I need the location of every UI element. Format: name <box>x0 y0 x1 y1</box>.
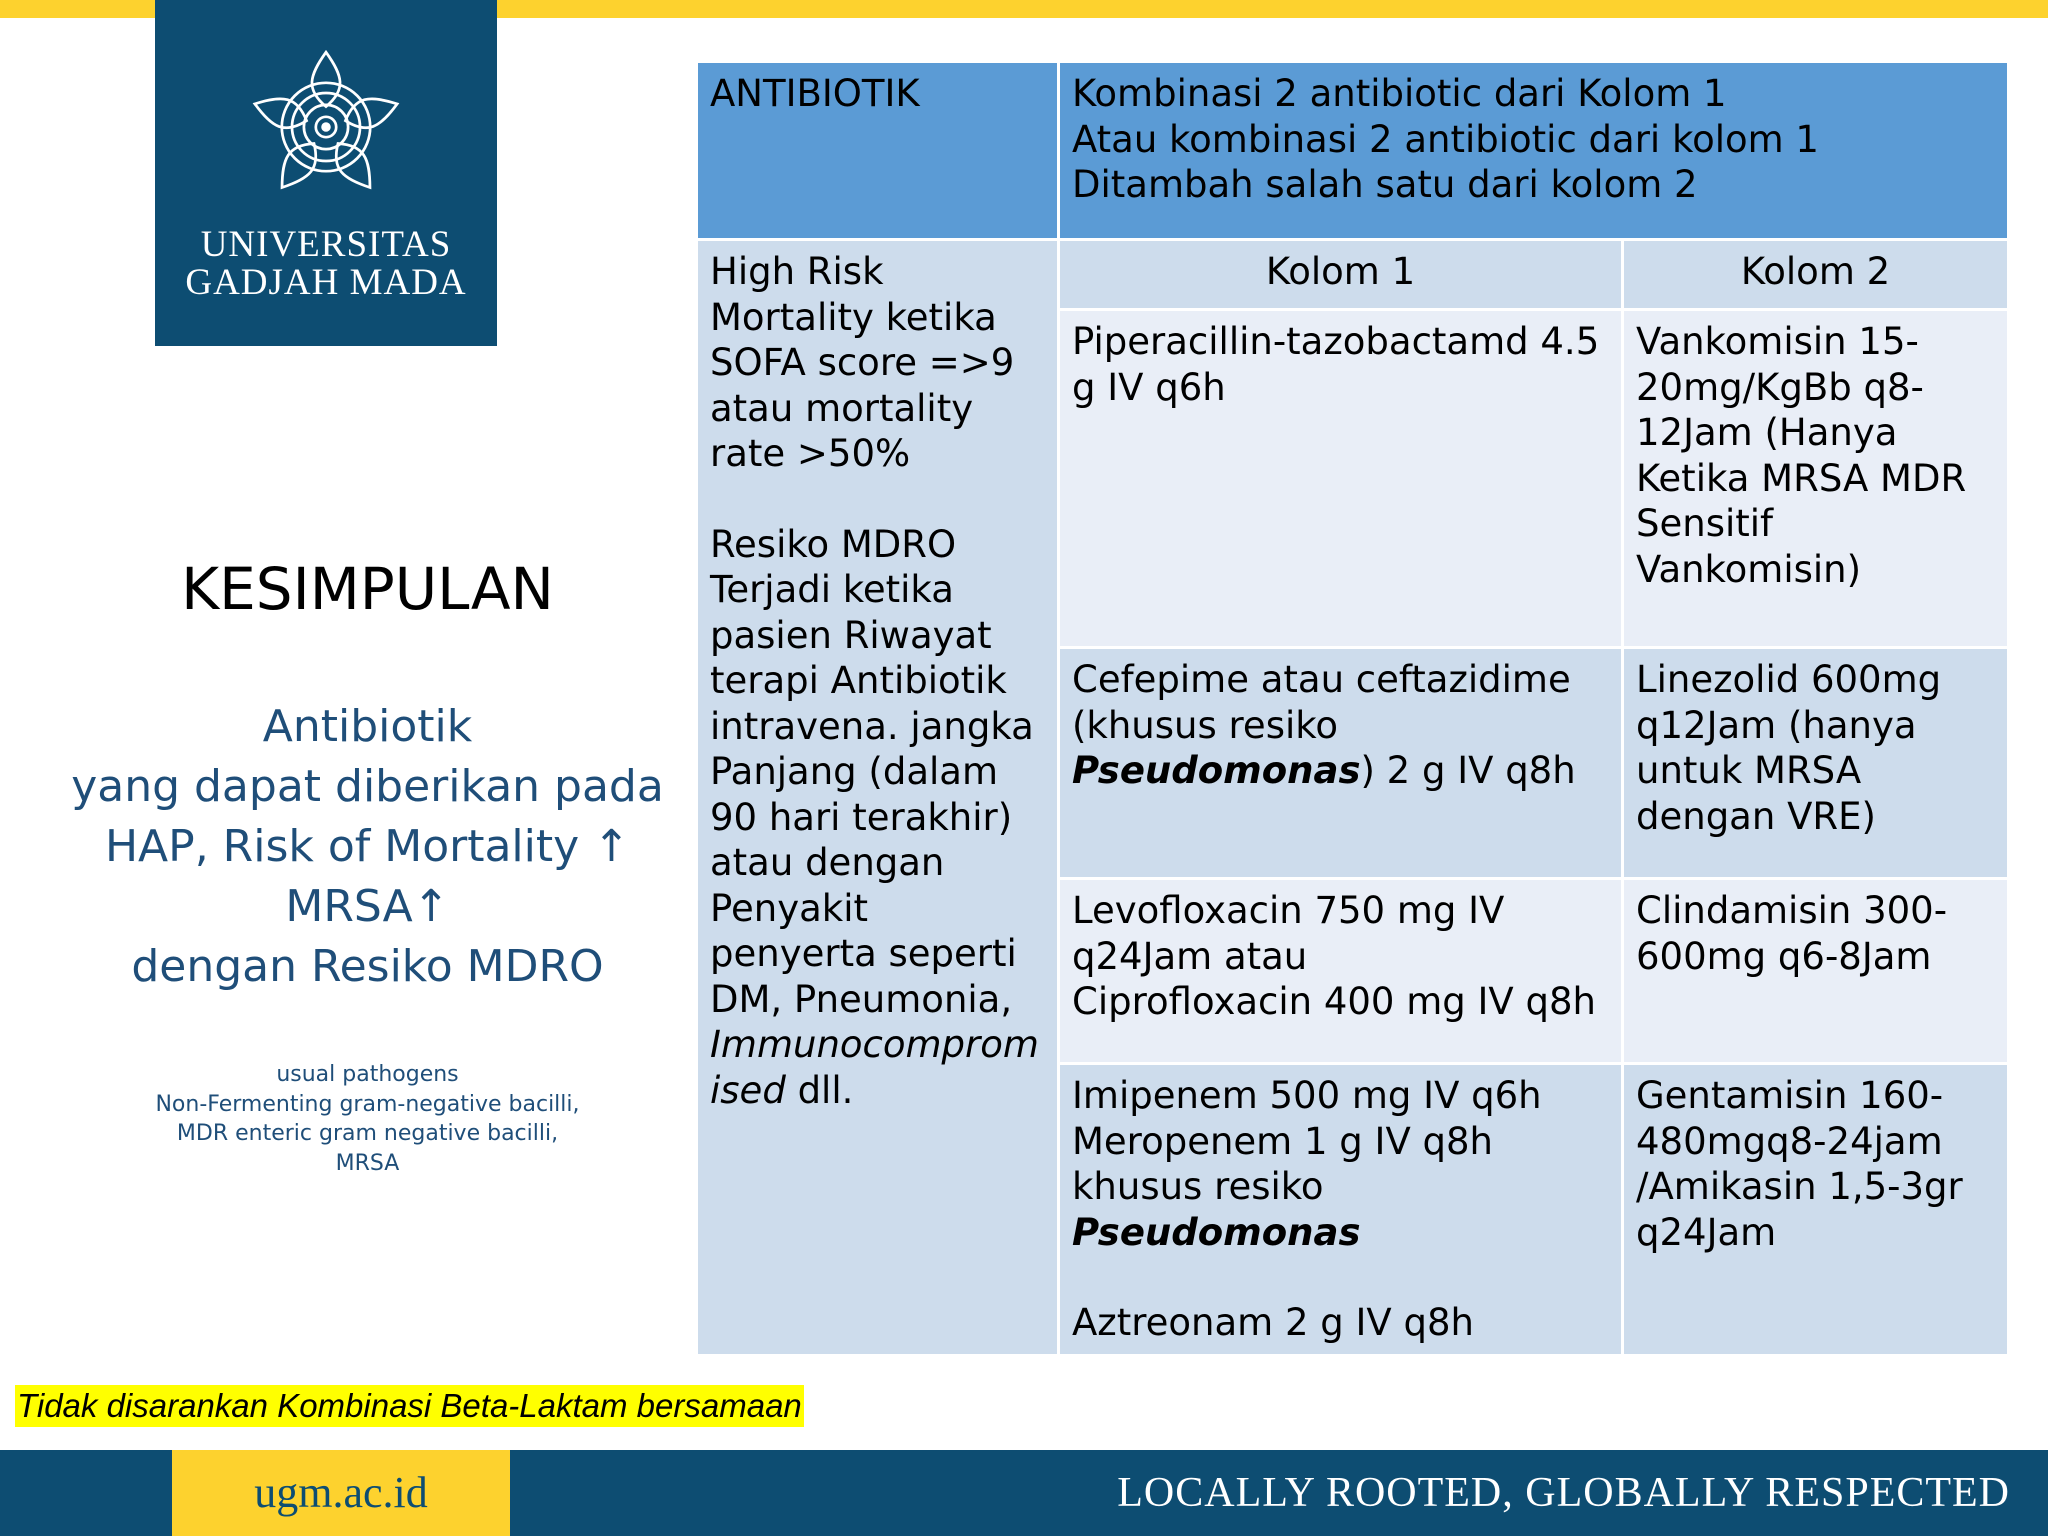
header-description-line: Ditambah salah satu dari kolom 2 <box>1072 163 1698 206</box>
risk-high-mortality: High Risk Mortality ketika SOFA score =>9 atau mortality rate >50% <box>710 250 1015 475</box>
risk-criteria-cell <box>697 240 1059 1356</box>
university-slogan: LOCALLY ROOTED, GLOBALLY RESPECTED <box>1117 1470 2010 1516</box>
pathogen-line: Non-Fermenting gram-negative bacilli, <box>155 1091 580 1117</box>
risk-mdro-end: dll. <box>785 1068 854 1112</box>
row2-col1-text-a: Cefepime atau ceftazidime (khusus resiko <box>1072 658 1571 747</box>
risk-mdro <box>710 522 1045 1114</box>
risk-mdro-italic: Immunocomprom ised <box>710 1023 1039 1112</box>
row2-col1-text-c: ) 2 g IV q8h <box>1360 749 1576 792</box>
row2-col1-cell <box>1059 648 1623 879</box>
footer-bar <box>0 1450 2048 1536</box>
risk-mdro-text: Resiko MDRO Terjadi ketika pasien Riwayat terapi Antibiotik intravena. jangka Panjang (dalam 90 hari terakhir) atau dengan Penyakit penyerta seperti DM, Pneumonia, <box>710 522 1034 1021</box>
row4-col1-line4: Aztreonam 2 g IV q8h <box>1072 1301 1474 1344</box>
column2-header <box>1623 240 2009 310</box>
row4-col2-cell <box>1623 1064 2009 1356</box>
university-logo <box>155 0 497 346</box>
header-antibiotik-cell <box>697 62 1059 240</box>
row3-col2-text: Clindamisin 300-600mg q6-8Jam <box>1636 889 1948 978</box>
pathogen-line: usual pathogens <box>276 1062 459 1087</box>
header-description-line: Kombinasi 2 antibiotic dari Kolom 1 <box>1072 72 1727 115</box>
slide-title: KESIMPULAN <box>181 555 554 623</box>
row1-col2-cell <box>1623 310 2009 648</box>
row2-col2-cell <box>1623 648 2009 879</box>
row3-col1-line2: Ciprofloxacin 400 mg IV q8h <box>1072 980 1596 1023</box>
row3-col1-cell <box>1059 879 1623 1064</box>
subtitle-line: yang dapat diberikan pada <box>71 761 664 812</box>
row4-col1-cell <box>1059 1064 1623 1356</box>
pathogen-notes <box>0 1060 735 1178</box>
pathogen-line: MRSA <box>335 1150 400 1176</box>
university-name-line2: GADJAH MADA <box>185 262 467 303</box>
website-link[interactable]: ugm.ac.id <box>172 1450 510 1536</box>
beta-lactam-warning-note: Tidak disarankan Kombinasi Beta-Laktam bersamaan <box>15 1385 804 1427</box>
row4-col2-text: Gentamisin 160-480mgq8-24jam /Amikasin 1,5-3gr q24Jam <box>1636 1074 1963 1254</box>
column1-title: Kolom 1 <box>1265 250 1416 293</box>
university-name <box>155 226 497 302</box>
row4-col1-line3 <box>1072 1164 1609 1255</box>
row3-col1-line1: Levofloxacin 750 mg IV q24Jam atau <box>1072 889 1505 978</box>
row1-col2-text: Vankomisin 15-20mg/KgBb q8-12Jam (Hanya Ketika MRSA MDR Sensitif Vankomisin) <box>1636 320 1967 591</box>
row1-col1-text: Piperacillin-tazobactamd 4.5 g IV q6h <box>1072 320 1600 409</box>
header-description-cell <box>1059 62 2009 240</box>
antibiotic-table <box>695 60 2010 1357</box>
header-description-line: Atau kombinasi 2 antibiotic dari kolom 1 <box>1072 117 1819 161</box>
row4-col1-line2: Meropenem 1 g IV q8h <box>1072 1119 1494 1163</box>
row3-col2-cell <box>1623 879 2009 1064</box>
university-name-line1: UNIVERSITAS <box>200 224 452 265</box>
column2-title: Kolom 2 <box>1740 250 1891 293</box>
university-seal-icon <box>241 42 411 212</box>
row2-col2-text: Linezolid 600mg q12Jam (hanya untuk MRSA dengan VRE) <box>1636 658 1942 838</box>
row4-col1-pseudomonas: Pseudomonas <box>1072 1210 1361 1254</box>
header-antibiotik-label: ANTIBIOTIK <box>710 72 920 115</box>
row1-col1-cell <box>1059 310 1623 648</box>
subtitle-line: dengan Resiko MDRO <box>131 941 604 992</box>
subtitle-line: MRSA↑ <box>285 881 450 932</box>
pathogen-line: MDR enteric gram negative bacilli, <box>176 1121 559 1146</box>
subtitle-line: HAP, Risk of Mortality ↑ <box>104 821 631 872</box>
row4-col1-line1: Imipenem 500 mg IV q6h <box>1072 1074 1542 1117</box>
row2-col1-pseudomonas: Pseudomonas <box>1072 749 1361 792</box>
column1-header <box>1059 240 1623 310</box>
row4-col1-line3-text: khusus resiko <box>1072 1165 1324 1208</box>
slide-subtitle <box>0 697 735 997</box>
subtitle-line: Antibiotik <box>262 701 473 752</box>
